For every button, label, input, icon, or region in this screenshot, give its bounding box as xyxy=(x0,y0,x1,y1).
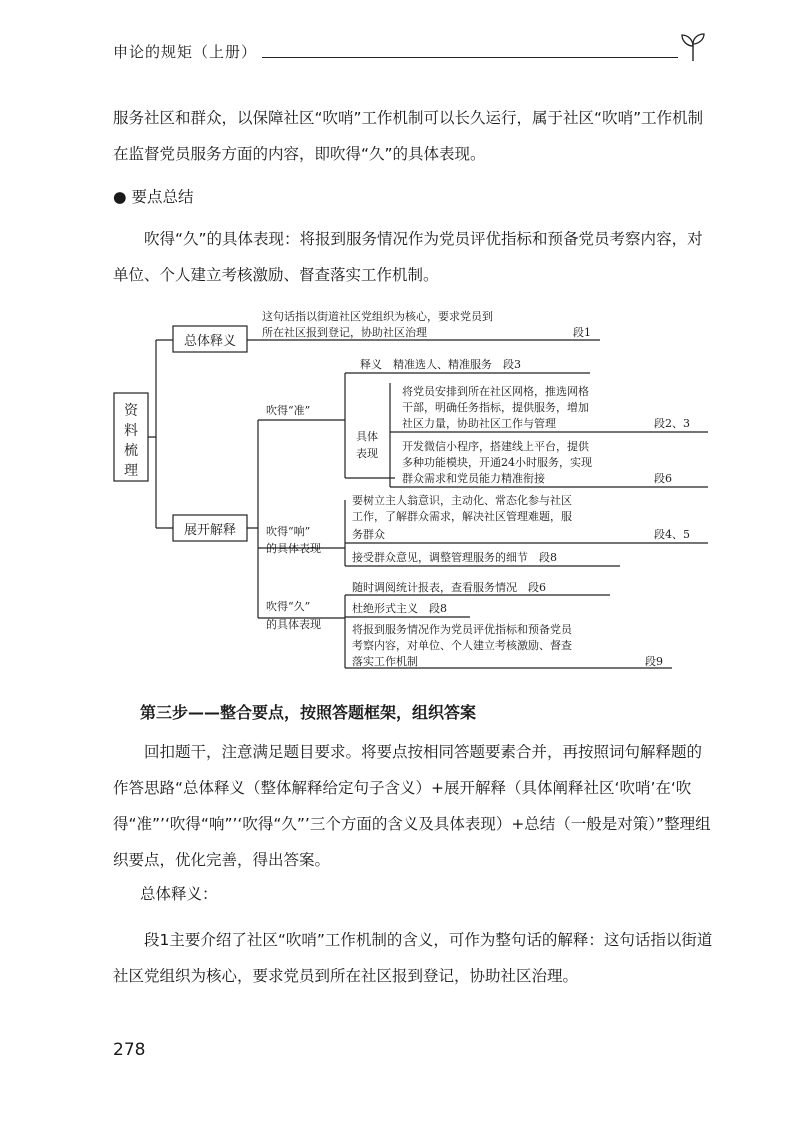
mindmap-zhun-biaoxian-1: 具体 xyxy=(356,430,378,443)
mindmap-xiang-label-2: 的具体表现 xyxy=(266,542,321,555)
mindmap-overall-ref: 段1 xyxy=(573,326,591,339)
intro-paragraph: 服务社区和群众，以保障社区“吹哨”工作机制可以长久运行，属于社区“吹哨”工作机制在监督党员服务方面的内容，即吹得“久”的具体表现。 xyxy=(113,109,704,163)
mindmap-jiu-item2: 杜绝形式主义 段8 xyxy=(352,602,447,615)
mindmap-xiang-item1-line2: 工作，了解群众需求，解决社区管理难题，服 xyxy=(352,510,572,523)
mindmap-jiu-item3-ref: 段9 xyxy=(645,655,663,668)
mindmap-overall-text-1: 这句话指以街道社区党组织为核心，要求党员到 xyxy=(262,310,493,323)
step3-paragraph: 回扣题干，注意满足题目要求。将要点按相同答题要素合并，再按照词句解释题的作答思路“总体释义（整体解释给定句子含义）+展开解释（具体阐释社区‘吹哨’在‘吹得“准”’‘吹得“响”’‘吹得“久”’三个方面的含义及具体表现）+总结（一般是对策）”整理组织要点，优化完善，得出答案。 xyxy=(113,743,711,869)
mindmap-jiu-item3-line1: 将报到服务情况作为党员评优指标和预备党员 xyxy=(352,623,572,636)
mindmap-xiang-item1-ref: 段4、5 xyxy=(654,528,690,541)
mindmap-jiu-label-2: 的具体表现 xyxy=(266,618,321,631)
summary-text: 吹得“久”的具体表现：将报到服务情况作为党员评优指标和预备党员考察内容，对单位、个人建立考核激励、督查落实工作机制。 xyxy=(113,230,703,284)
mindmap-xiang-item1-line1: 要树立主人翁意识，主动化、常态化参与社区 xyxy=(352,494,572,507)
mindmap-xiang-item1-line3: 务群众 xyxy=(352,528,385,541)
mindmap-zhun-item2-line2: 多种功能模块，开通24小时服务，实现 xyxy=(402,456,592,469)
step3-title: 第三步——整合要点，按照答题框架，组织答案 xyxy=(140,703,477,722)
mindmap-root-connector xyxy=(148,340,173,528)
mindmap-expand-connector xyxy=(247,420,345,618)
mindmap-zhun-item1-line1: 将党员安排到所在社区网格，推选网格 xyxy=(402,385,589,398)
mindmap-root-char-2: 料 xyxy=(124,423,138,439)
mindmap-root-char-4: 理 xyxy=(124,463,138,479)
answer-label: 总体释义： xyxy=(140,885,218,903)
mindmap-root-char xyxy=(124,403,139,419)
mindmap-zhun-item2-ref: 段6 xyxy=(654,472,672,485)
mindmap-zhun-item2-line1: 开发微信小程序，搭建线上平台，提供 xyxy=(402,440,589,453)
mindmap-zhun-item1-line2: 干部，明确任务指标，提供服务，增加 xyxy=(402,401,589,414)
mindmap-jiu-label-1: 吹得“久” xyxy=(266,600,311,613)
mindmap-overall-label: 总体释义 xyxy=(183,334,237,349)
mindmap-zhun-item1-ref: 段2、3 xyxy=(654,417,690,430)
mindmap-root-char-1: 资 xyxy=(124,403,138,419)
mindmap-xiang-item2: 接受群众意见，调整管理服务的细节 段8 xyxy=(352,551,557,564)
mindmap-jiu-item3-line2: 考察内容，对单位、个人建立考核激励、督查 xyxy=(352,639,572,652)
mindmap-jiu-item3-line3: 落实工作机制 xyxy=(352,655,418,668)
page-number: 278 xyxy=(113,1040,146,1060)
mindmap-zhun-item2-line3: 群众需求和党员能力精准衔接 xyxy=(402,472,545,485)
answer-paragraph: 段1主要介绍了社区“吹哨”工作机制的含义，可作为整句话的解释：这句话指以街道社区党组织为核心，要求党员到所在社区报到登记，协助社区治理。 xyxy=(113,931,713,985)
mindmap-zhun-biaoxian-2: 表现 xyxy=(356,447,378,460)
mindmap-zhun-item1-line3: 社区力量，协助社区工作与管理 xyxy=(402,417,556,430)
mindmap-overall-text-2: 所在社区报到登记，协助社区治理 xyxy=(262,326,427,339)
mindmap-root-char-3: 梳 xyxy=(124,443,138,459)
mindmap-expand-label: 展开解释 xyxy=(183,523,237,538)
summary-heading: ● 要点总结 xyxy=(113,188,194,206)
mindmap-jiu-item1: 随时调阅统计报表，查看服务情况 段6 xyxy=(352,581,546,594)
running-header-title: 申论的规矩（上册） xyxy=(113,43,258,61)
mindmap-zhun-label: 吹得“准” xyxy=(266,404,311,417)
mindmap-xiang-label-1: 吹得“响” xyxy=(266,525,311,538)
mindmap-zhun-shiyi: 释义 精准选人、精准服务 段3 xyxy=(360,358,521,371)
